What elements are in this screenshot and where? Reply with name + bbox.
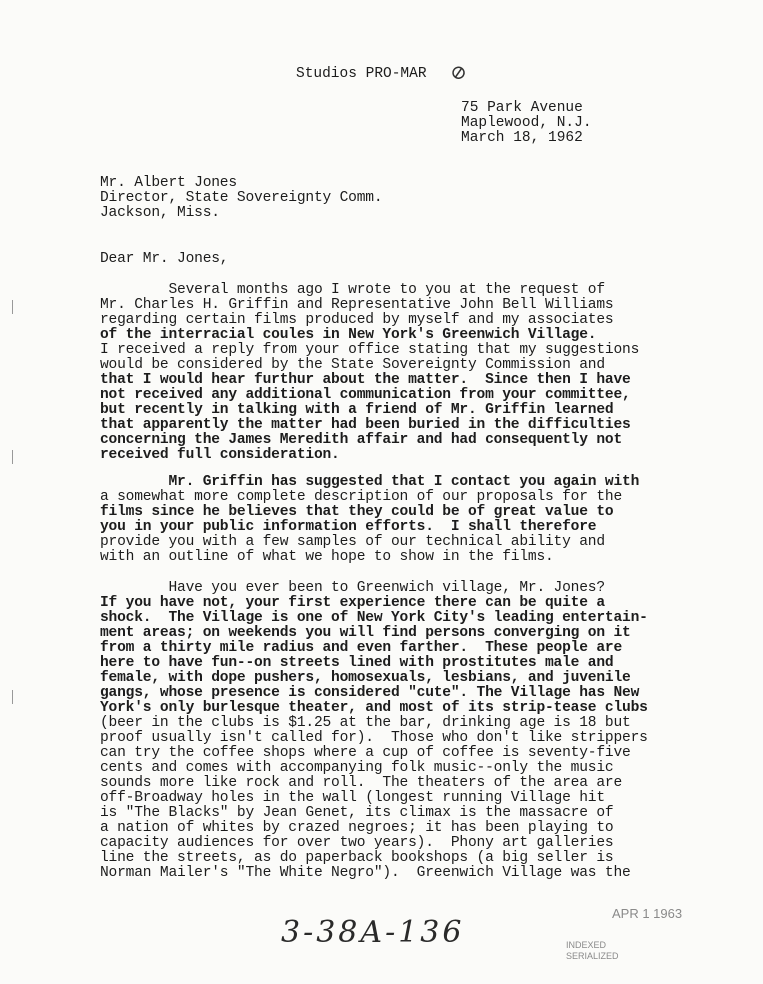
body-line: can try the coffee shops where a cup of coffee is seventy-five — [100, 745, 631, 761]
body-line: proof usually isn't called for). Those who don't like strippers — [100, 730, 648, 746]
body-line: from a thirty mile radius and even farther. These people are — [100, 640, 623, 656]
body-line: cents and comes with accompanying folk music--only the music — [100, 760, 614, 776]
sender-city: Maplewood, N.J. — [461, 115, 592, 131]
letterhead-mark: ⊘ — [448, 58, 469, 86]
margin-mark — [12, 300, 13, 314]
body-line: York's only burlesque theater, and most of its strip-tease clubs — [100, 700, 648, 716]
body-line: that I would hear furthur about the matter. Since then I have — [100, 372, 631, 388]
body-line: sounds more like rock and roll. The theaters of the area are — [100, 775, 623, 791]
body-line: of the interracial coules in New York's Greenwich Village. — [100, 327, 597, 343]
file-number-handwritten: 3-38A-136 — [281, 915, 465, 950]
body-line: Mr. Griffin has suggested that I contact you again with — [100, 474, 640, 490]
letter-date: March 18, 1962 — [461, 130, 583, 146]
body-line: ment areas; on weekends you will find persons converging on it — [100, 625, 631, 641]
recipient-title: Director, State Sovereignty Comm. — [100, 190, 383, 206]
recipient-name: Mr. Albert Jones — [100, 175, 237, 191]
body-line: Have you ever been to Greenwich village, Mr. Jones? — [100, 580, 605, 596]
body-line: a nation of whites by crazed negroes; it has been playing to — [100, 820, 614, 836]
margin-mark — [12, 450, 13, 464]
body-line: female, with dope pushers, homosexuals, lesbians, and juvenile — [100, 670, 631, 686]
body-line: here to have fun--on streets lined with prostitutes male and — [100, 655, 614, 671]
body-line: a somewhat more complete description of our proposals for the — [100, 489, 623, 505]
body-line: off-Broadway holes in the wall (longest running Village hit — [100, 790, 605, 806]
body-line: shock. The Village is one of New York City's leading entertain- — [100, 610, 648, 626]
recipient-city: Jackson, Miss. — [100, 205, 220, 221]
serialized-stamp: SERIALIZED — [566, 951, 619, 961]
indexed-stamp: INDEXED — [566, 940, 607, 950]
body-line: you in your public information efforts. I shall therefore — [100, 519, 597, 535]
sender-street: 75 Park Avenue — [461, 100, 583, 116]
body-line: If you have not, your first experience there can be quite a — [100, 595, 605, 611]
letterhead: Studios PRO-MAR — [296, 66, 427, 82]
margin-mark — [12, 690, 13, 704]
body-line: that apparently the matter had been buried in the difficulties — [100, 417, 631, 433]
body-line: would be considered by the State Sovereignty Commission and — [100, 357, 605, 373]
body-line: gangs, whose presence is considered "cute". The Village has New — [100, 685, 640, 701]
body-line: Norman Mailer's "The White Negro"). Greenwich Village was the — [100, 865, 631, 881]
body-line: Mr. Charles H. Griffin and Representative John Bell Williams — [100, 297, 614, 313]
body-line: line the streets, as do paperback bookshops (a big seller is — [100, 850, 614, 866]
received-date-stamp: APR 1 1963 — [612, 906, 683, 921]
body-line: Several months ago I wrote to you at the request of — [100, 282, 605, 298]
body-line: received full consideration. — [100, 447, 340, 463]
body-line: not received any additional communication from your committee, — [100, 387, 631, 403]
body-line: (beer in the clubs is $1.25 at the bar, drinking age is 18 but — [100, 715, 631, 731]
body-line: capacity audiences for over two years). Phony art galleries — [100, 835, 614, 851]
body-line: provide you with a few samples of our technical ability and — [100, 534, 605, 550]
body-line: I received a reply from your office stating that my suggestions — [100, 342, 640, 358]
body-line: with an outline of what we hope to show in the films. — [100, 549, 554, 565]
salutation: Dear Mr. Jones, — [100, 251, 229, 267]
body-line: concerning the James Meredith affair and had consequently not — [100, 432, 623, 448]
body-line: is "The Blacks" by Jean Genet, its climax is the massacre of — [100, 805, 614, 821]
body-line: films since he believes that they could be of great value to — [100, 504, 614, 520]
body-line: but recently in talking with a friend of Mr. Griffin learned — [100, 402, 614, 418]
body-line: regarding certain films produced by myself and my associates — [100, 312, 614, 328]
